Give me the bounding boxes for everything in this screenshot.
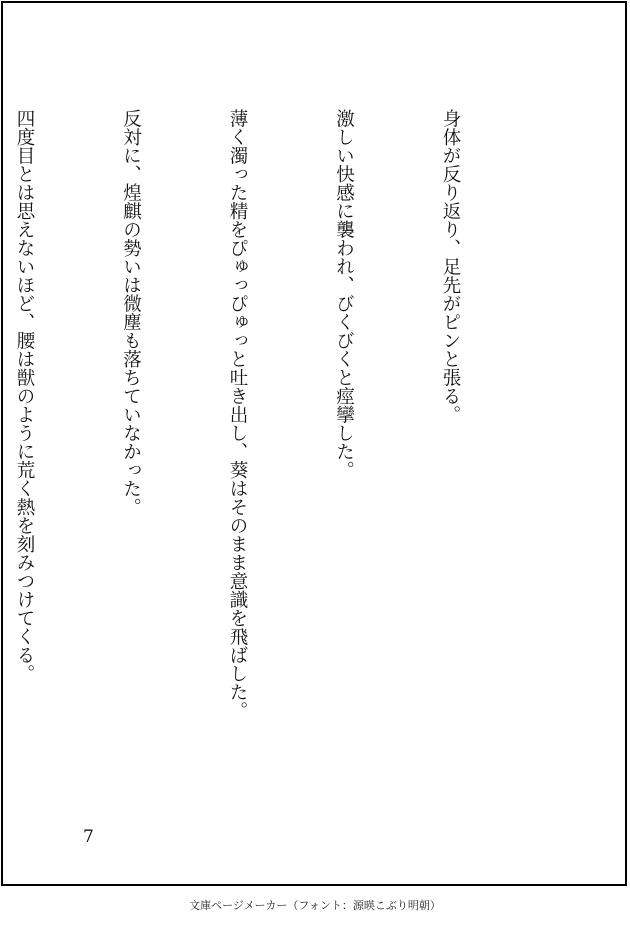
body-text xyxy=(0,109,539,809)
page-frame xyxy=(1,1,627,886)
footer-credit: 文庫ページメーカー（フォント：源暎こぶり明朝） xyxy=(189,899,441,912)
text-line: 薄く濁った精をぴゅっぴゅっと吐き出し、葵はそのまま意識を飛ばした。 xyxy=(227,109,248,720)
text-line: 四度目とは思えないほど、腰は獣のように荒く熱を刻みつけてくる。 xyxy=(14,109,35,683)
text-line: 反対に、煌麒の勢いは微塵も落ちていなかった。 xyxy=(120,109,142,516)
page-number: 7 xyxy=(83,827,94,847)
text-line: 激しい快感に襲われ、びくびくと痙攣した。 xyxy=(333,109,355,479)
text-line: 身体が反り返り、足先がピンと張る。 xyxy=(440,109,461,424)
